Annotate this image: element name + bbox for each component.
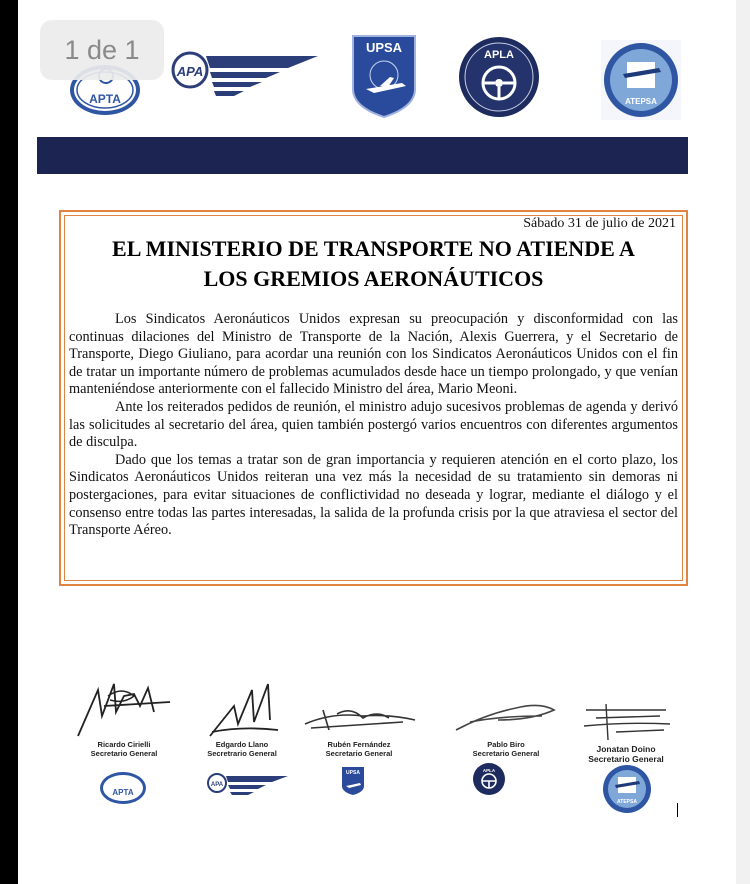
signatory-role: Secretario General [588,754,664,764]
upsa-logo [350,33,418,119]
svg-text:ATEPSA: ATEPSA [625,97,657,106]
viewer-left-edge [0,0,18,884]
paragraph: Dado que los temas a tratar son de gran importancia y requieren atención en el corto plazo, los Sindicatos Aeronáuticos Unidos reiteran una vez más la necesidad de su tratamiento sin demoras ni postergaciones, para evitar situaciones de conflictividad no deseada y lograr, mediante el diálogo y el consenso entre todas las partes interesadas, la salida de la profunda crisis por la que atraviesa el sector del Transporte Aéreo. [69,451,678,539]
signature-block [440,676,572,758]
paragraph: Ante los reiterados pedidos de reunión, el ministro adujo sucesivos problemas de agenda y derivó las solicitudes al secretario del área, quien también postergó varios encuentros con diferentes argumentos de disculpa. [69,398,678,451]
apa-logo [206,770,290,800]
viewer-right-edge [736,0,750,884]
svg-text:APTA: APTA [89,92,121,106]
header-navy-bar [37,137,688,174]
apta-logo [98,770,148,806]
signature-block [293,676,425,758]
signatory-name: Pablo Biro [487,740,525,749]
paragraph: Los Sindicatos Aeronáuticos Unidos expresan su preocupación y disconformidad con las continuas dilaciones del Ministro de Transporte de la Nación, Alexis Guerrera, y el Secretario de Transporte, Diego Giuliano, para acordar una reunión con los Sindicatos Aeronáuticos Unidos con el fin de tratar un importante número de problemas acumulados desde hace un tiempo prolongado, y que venían manteniéndose anteriormente con el fallecido Ministro del área, Mario Meoni. [69,311,678,398]
press-release-box [59,210,688,586]
signature-block [58,676,190,758]
svg-text:APLA: APLA [484,49,514,61]
svg-text:APLA: APLA [482,768,496,773]
signatory-role: Secretrario General [207,749,277,758]
signatory-role: Secretario General [325,749,393,758]
svg-text:ATEPSA: ATEPSA [617,799,637,805]
title-line-1: EL MINISTERIO DE TRANSPORTE NO ATIENDE A [112,236,635,261]
signatory-name: Rubén Fernández [327,740,391,749]
upsa-logo [341,766,365,796]
signatory-name: Ricardo Cirielli [97,740,151,749]
signatory-role: Secretario General [90,749,158,758]
handwritten-signature [64,676,184,740]
signature-block [560,696,692,764]
handwritten-signature [182,676,302,740]
svg-text:UPSA: UPSA [346,770,360,776]
atepsa-logo [601,40,681,120]
signatory-name: Jonatan Doino [596,744,656,754]
apla-logo [458,36,540,118]
release-date: Sábado 31 de julio de 2021 [523,216,676,231]
handwritten-signature [293,676,425,740]
svg-text:APA: APA [210,782,224,788]
title-line-2: LOS GREMIOS AERONÁUTICOS [203,266,544,291]
svg-text:UPSA: UPSA [365,40,403,55]
handwritten-signature [566,696,686,744]
release-title [61,234,686,294]
signatory-role: Secretario General [472,749,540,758]
text-cursor [677,803,678,817]
signatory-name: Edgardo Llano [215,740,269,749]
release-body [69,311,678,540]
svg-text:APTA: APTA [112,788,134,797]
signature-block [176,676,308,758]
apla-logo [472,762,506,796]
page-indicator: 1 de 1 [40,20,164,80]
atepsa-logo [602,764,652,814]
svg-text:APA: APA [176,64,204,79]
apa-logo [170,46,320,106]
handwritten-signature [446,676,566,740]
